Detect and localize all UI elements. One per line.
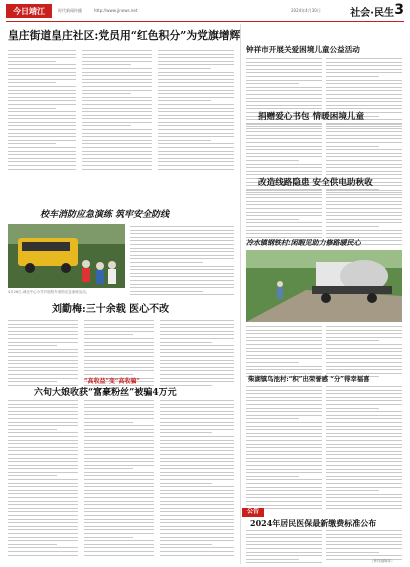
fraud-headline: 六旬大娘收获“富豪粉丝”被骗4万元 [34, 388, 177, 398]
honor-text-1 [246, 386, 322, 512]
article-text-col-1 [8, 50, 76, 172]
concrete-truck-photo [246, 250, 402, 322]
drill-headline: 校车消防应急演练 筑牢安全防线 [40, 210, 170, 220]
drill-caption: 4月26日,城北中心小学开展校车消防应急演练活动。 [8, 290, 90, 294]
fraud-subheadline: “高收益”变“高收骗” [84, 378, 140, 385]
honor-headline: 柴湖镇鸟池村:“积”出荣誉感 “分”得幸福喜 [248, 375, 370, 383]
masthead-url: http://www.jjnews.net [94, 8, 138, 13]
insurance-text-1 [246, 530, 322, 566]
page-number: 3 [394, 2, 404, 18]
tree-headline: 冷水镇钢铁村:闲暇见助力修路暖民心 [246, 238, 361, 247]
doctor-text-col-1 [8, 320, 78, 388]
honor-text-2 [326, 386, 402, 512]
main-headline: 皇庄街道皇庄社区:党员用“红色积分”为党旗增辉 [8, 29, 241, 42]
article-text-col-3 [158, 50, 234, 172]
school-bus-photo [8, 224, 125, 288]
fraud-text-col-2 [84, 400, 154, 558]
section-name: 社会·民生 [350, 8, 394, 19]
masthead-tagline: 时代新闻传播 [58, 8, 82, 13]
doctor-text-col-3 [160, 320, 234, 388]
column-divider [240, 24, 241, 564]
power-headline: 改造线路隐患 安全供电助秋收 [258, 178, 373, 188]
right-top-headline: 钟祥市开展关爱困境儿童公益活动 [246, 45, 360, 54]
donate-headline: 捐赠爱心书包 情暖困境儿童 [258, 112, 365, 122]
footer-note: （钟祥融媒体） [370, 559, 395, 563]
newspaper-logo: 今日靖江 [6, 4, 52, 18]
article-text-col-2 [82, 50, 152, 172]
masthead-date: 2024年4月30日 [291, 8, 321, 13]
tree-text-1 [246, 326, 322, 380]
fraud-text-col-1 [8, 400, 78, 558]
tree-text-2 [326, 326, 402, 380]
masthead [6, 4, 404, 20]
doctor-headline: 刘勤梅:三十余载 医心不改 [52, 304, 170, 315]
fraud-text-col-3 [160, 400, 234, 558]
insurance-text-2 [326, 530, 402, 562]
drill-text [130, 226, 234, 298]
insurance-headline: 2024年居民医保最新缴费标准公布 [250, 518, 377, 528]
masthead-rule [6, 21, 404, 22]
notice-tag: 公告 [242, 508, 264, 517]
